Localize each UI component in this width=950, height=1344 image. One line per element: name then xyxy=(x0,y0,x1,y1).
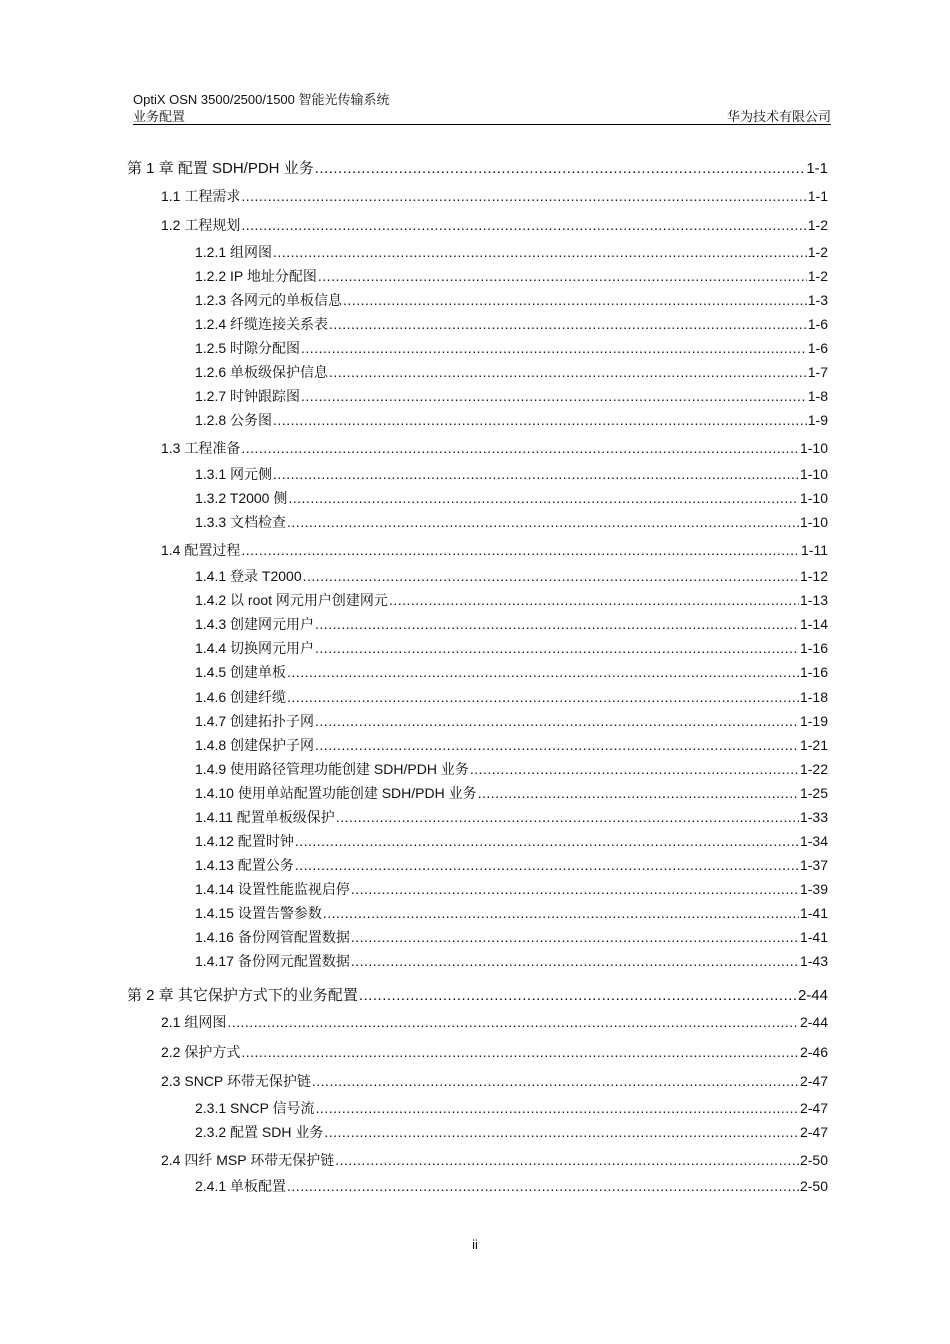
toc-entry-title: 2.4 四纤 MSP 环带无保护链 xyxy=(161,1152,335,1168)
header-company-name: 华为技术有限公司 xyxy=(726,109,831,124)
toc-subsection-entry[interactable] xyxy=(195,1098,828,1118)
toc-subsection-entry[interactable] xyxy=(195,338,828,358)
toc-subsection-entry[interactable] xyxy=(195,614,828,634)
toc-entry-page: 1-2 xyxy=(807,268,828,284)
toc-dot-leader xyxy=(351,881,799,897)
toc-entry-page: 1-7 xyxy=(807,364,828,380)
toc-entry-title: 1.3 工程准备 xyxy=(161,440,241,456)
toc-dot-leader xyxy=(323,905,799,921)
toc-entry-title: 1.2.3 各网元的单板信息 xyxy=(195,292,343,308)
toc-dot-leader xyxy=(241,188,806,204)
toc-entry-page: 1-6 xyxy=(807,316,828,332)
toc-entry-title: 1.2.4 纤缆连接关系表 xyxy=(195,316,329,332)
toc-entry-title: 2.2 保护方式 xyxy=(161,1044,241,1060)
toc-section-entry[interactable] xyxy=(161,540,828,560)
toc-entry-title: 1.4.16 备份网管配置数据 xyxy=(195,929,350,945)
toc-entry-title: 1.4.14 设置性能监视启停 xyxy=(195,881,350,897)
toc-subsection-entry[interactable] xyxy=(195,242,828,262)
toc-entry-page: 1-22 xyxy=(799,761,828,777)
toc-entry-page: 1-2 xyxy=(807,217,828,233)
toc-entry-title: 1.4.1 登录 T2000 xyxy=(195,568,302,584)
toc-entry-page: 1-41 xyxy=(799,929,828,945)
toc-dot-leader xyxy=(351,953,799,969)
toc-subsection-entry[interactable] xyxy=(195,464,828,484)
toc-subsection-entry[interactable] xyxy=(195,266,828,286)
toc-section-entry[interactable] xyxy=(161,1071,828,1091)
toc-dot-leader xyxy=(324,1124,799,1140)
toc-section-entry[interactable] xyxy=(161,1042,828,1062)
toc-dot-leader xyxy=(273,244,807,260)
toc-entry-page: 1-39 xyxy=(799,881,828,897)
toc-entry-title: 1.2.1 组网图 xyxy=(195,244,273,260)
toc-section-entry[interactable] xyxy=(161,438,828,458)
toc-entry-title: 1.1 工程需求 xyxy=(161,188,241,204)
toc-entry-title: 2.3.2 配置 SDH 业务 xyxy=(195,1124,324,1140)
toc-subsection-entry[interactable] xyxy=(195,362,828,382)
toc-dot-leader xyxy=(389,592,799,608)
toc-entry-page: 1-33 xyxy=(799,809,828,825)
toc-entry-page: 1-10 xyxy=(799,466,828,482)
toc-entry-page: 1-10 xyxy=(799,440,828,456)
toc-entry-title: 1.3.3 文档检查 xyxy=(195,514,287,530)
toc-subsection-entry[interactable] xyxy=(195,807,828,827)
toc-subsection-entry[interactable] xyxy=(195,903,828,923)
toc-entry-title: 2.4.1 单板配置 xyxy=(195,1178,287,1194)
toc-subsection-entry[interactable] xyxy=(195,759,828,779)
toc-dot-leader xyxy=(273,466,799,482)
toc-subsection-entry[interactable] xyxy=(195,314,828,334)
toc-entry-title: 1.4.17 备份网元配置数据 xyxy=(195,953,350,969)
toc-entry-page: 1-41 xyxy=(799,905,828,921)
toc-entry-title: 2.3.1 SNCP 信号流 xyxy=(195,1100,315,1116)
toc-dot-leader xyxy=(287,664,799,680)
toc-dot-leader xyxy=(273,412,807,428)
toc-dot-leader xyxy=(287,1178,799,1194)
toc-dot-leader xyxy=(329,316,807,332)
toc-entry-page: 2-44 xyxy=(797,987,828,1004)
toc-entry-page: 1-14 xyxy=(799,616,828,632)
page-number: ii xyxy=(472,1237,478,1252)
toc-entry-title: 1.4.8 创建保护子网 xyxy=(195,737,315,753)
toc-entry-page: 1-10 xyxy=(799,514,828,530)
toc-dot-leader xyxy=(315,640,799,656)
toc-dot-leader xyxy=(287,514,799,530)
toc-dot-leader xyxy=(227,1014,799,1030)
toc-subsection-entry[interactable] xyxy=(195,488,828,508)
toc-dot-leader xyxy=(241,1044,799,1060)
toc-chapter-entry[interactable] xyxy=(127,157,828,178)
toc-dot-leader xyxy=(301,340,807,356)
toc-entry-title: 1.2.2 IP 地址分配图 xyxy=(195,268,317,284)
toc-dot-leader xyxy=(336,809,799,825)
toc-section-entry[interactable] xyxy=(161,215,828,235)
toc-dot-leader xyxy=(315,616,799,632)
toc-entry-page: 2-47 xyxy=(799,1124,828,1140)
toc-subsection-entry[interactable] xyxy=(195,662,828,682)
toc-entry-page: 1-18 xyxy=(799,689,828,705)
toc-entry-page: 1-43 xyxy=(799,953,828,969)
toc-subsection-entry[interactable] xyxy=(195,386,828,406)
toc-entry-page: 1-6 xyxy=(807,340,828,356)
toc-entry-page: 1-21 xyxy=(799,737,828,753)
toc-dot-leader xyxy=(329,364,807,380)
toc-subsection-entry[interactable] xyxy=(195,927,828,947)
toc-dot-leader xyxy=(295,833,799,849)
toc-entry-page: 2-47 xyxy=(799,1100,828,1116)
toc-entry-title: 1.4.5 创建单板 xyxy=(195,664,287,680)
toc-entry-page: 1-8 xyxy=(807,388,828,404)
toc-entry-page: 2-44 xyxy=(799,1014,828,1030)
toc-entry-title: 1.2.7 时钟跟踪图 xyxy=(195,388,301,404)
toc-entry-title: 1.2.5 时隙分配图 xyxy=(195,340,301,356)
toc-entry-title: 1.4.12 配置时钟 xyxy=(195,833,294,849)
toc-entry-title: 1.2.8 公务图 xyxy=(195,412,273,428)
toc-dot-leader xyxy=(312,1073,799,1089)
toc-entry-page: 1-19 xyxy=(799,713,828,729)
toc-entry-title: 1.4.3 创建网元用户 xyxy=(195,616,315,632)
toc-subsection-entry[interactable] xyxy=(195,687,828,707)
toc-subsection-entry[interactable] xyxy=(195,879,828,899)
toc-entry-title: 1.4 配置过程 xyxy=(161,542,241,558)
toc-entry-title: 2.3 SNCP 环带无保护链 xyxy=(161,1073,311,1089)
toc-entry-page: 2-47 xyxy=(799,1073,828,1089)
toc-dot-leader xyxy=(343,292,807,308)
toc-subsection-entry[interactable] xyxy=(195,951,828,971)
toc-section-entry[interactable] xyxy=(161,186,828,206)
toc-dot-leader xyxy=(288,490,799,506)
toc-entry-page: 1-1 xyxy=(806,160,828,177)
toc-entry-page: 2-50 xyxy=(799,1152,828,1168)
toc-entry-title: 1.3.1 网元侧 xyxy=(195,466,273,482)
toc-entry-title: 第 2 章 其它保护方式下的业务配置 xyxy=(127,987,358,1004)
toc-subsection-entry[interactable] xyxy=(195,590,828,610)
header-section-title: 业务配置 xyxy=(133,109,186,124)
toc-entry-page: 1-10 xyxy=(799,490,828,506)
toc-entry-title: 1.4.11 配置单板级保护 xyxy=(195,809,335,825)
toc-dot-leader xyxy=(478,785,799,801)
toc-dot-leader xyxy=(315,160,806,177)
toc-entry-page: 1-1 xyxy=(807,188,828,204)
toc-entry-page: 1-11 xyxy=(801,542,828,558)
toc-entry-page: 1-3 xyxy=(807,292,828,308)
toc-entry-title: 1.2 工程规划 xyxy=(161,217,241,233)
toc-dot-leader xyxy=(241,440,799,456)
toc-subsection-entry[interactable] xyxy=(195,566,828,586)
toc-chapter-entry[interactable] xyxy=(127,984,828,1005)
toc-dot-leader xyxy=(335,1152,799,1168)
toc-subsection-entry[interactable] xyxy=(195,735,828,755)
toc-subsection-entry[interactable] xyxy=(195,512,828,532)
toc-dot-leader xyxy=(470,761,799,777)
toc-dot-leader xyxy=(301,388,807,404)
toc-entry-page: 1-12 xyxy=(799,568,828,584)
toc-entry-page: 1-13 xyxy=(799,592,828,608)
toc-dot-leader xyxy=(318,268,807,284)
toc-entry-title: 1.4.15 设置告警参数 xyxy=(195,905,322,921)
toc-entry-title: 1.4.4 切换网元用户 xyxy=(195,640,315,656)
toc-dot-leader xyxy=(359,987,797,1004)
toc-entry-title: 1.4.9 使用路径管理功能创建 SDH/PDH 业务 xyxy=(195,761,469,777)
toc-entry-page: 1-16 xyxy=(799,640,828,656)
toc-dot-leader xyxy=(303,568,799,584)
toc-subsection-entry[interactable] xyxy=(195,410,828,430)
toc-entry-title: 1.4.2 以 root 网元用户创建网元 xyxy=(195,592,388,608)
toc-section-entry[interactable] xyxy=(161,1012,828,1032)
toc-entry-page: 1-37 xyxy=(799,857,828,873)
header-product-title: OptiX OSN 3500/2500/1500 智能光传输系统 xyxy=(133,92,390,107)
toc-dot-leader xyxy=(315,713,799,729)
toc-subsection-entry[interactable] xyxy=(195,855,828,875)
toc-entry-page: 1-25 xyxy=(799,785,828,801)
toc-subsection-entry[interactable] xyxy=(195,290,828,310)
toc-entry-title: 1.4.6 创建纤缆 xyxy=(195,689,287,705)
toc-dot-leader xyxy=(287,689,799,705)
toc-entry-page: 1-9 xyxy=(807,412,828,428)
toc-subsection-entry[interactable] xyxy=(195,1176,828,1196)
toc-subsection-entry[interactable] xyxy=(195,1122,828,1142)
toc-subsection-entry[interactable] xyxy=(195,783,828,803)
toc-entry-title: 1.3.2 T2000 侧 xyxy=(195,490,288,506)
toc-dot-leader xyxy=(351,929,799,945)
toc-entry-title: 2.1 组网图 xyxy=(161,1014,227,1030)
toc-entry-page: 1-16 xyxy=(799,664,828,680)
toc-subsection-entry[interactable] xyxy=(195,831,828,851)
toc-subsection-entry[interactable] xyxy=(195,638,828,658)
toc-dot-leader xyxy=(241,542,800,558)
toc-entry-page: 2-46 xyxy=(799,1044,828,1060)
toc-entry-title: 第 1 章 配置 SDH/PDH 业务 xyxy=(127,160,314,177)
toc-entry-page: 2-50 xyxy=(799,1178,828,1194)
toc-subsection-entry[interactable] xyxy=(195,711,828,731)
toc-dot-leader xyxy=(295,857,799,873)
toc-entry-page: 1-2 xyxy=(807,244,828,260)
toc-entry-page: 1-34 xyxy=(799,833,828,849)
toc-dot-leader xyxy=(241,217,806,233)
toc-entry-title: 1.4.13 配置公务 xyxy=(195,857,294,873)
toc-dot-leader xyxy=(316,1100,799,1116)
toc-entry-title: 1.4.7 创建拓扑子网 xyxy=(195,713,315,729)
toc-section-entry[interactable] xyxy=(161,1150,828,1170)
toc-entry-title: 1.4.10 使用单站配置功能创建 SDH/PDH 业务 xyxy=(195,785,477,801)
toc-entry-title: 1.2.6 单板级保护信息 xyxy=(195,364,329,380)
toc-dot-leader xyxy=(315,737,799,753)
